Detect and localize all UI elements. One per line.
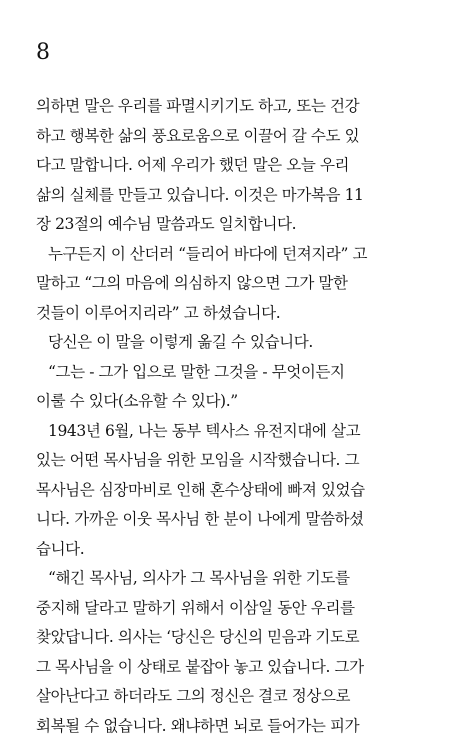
text-line: 목사님은 심장마비로 인해 혼수상태에 빠져 있었습 — [36, 480, 365, 499]
text-line: 의하면 말은 우리를 파멸시키기도 하고, 또는 건강 — [36, 97, 360, 115]
text-line: 장 23절의 예수님 말씀과도 일치합니다. — [36, 215, 297, 233]
page-number: 8 — [36, 40, 50, 65]
text-line: 살아난다고 하더라도 그의 정신은 결코 정상으로 — [36, 687, 351, 705]
text-line: 찾았답니다. 의사는 ‘당신은 당신의 믿음과 기도로 — [36, 628, 360, 646]
text-line: 다고 말합니다. 어제 우리가 했던 말은 오늘 우리 — [36, 156, 350, 174]
text-line: 니다. 가까운 이웃 목사님 한 분이 나에게 말씀하셨 — [36, 510, 364, 528]
text-line: 중지해 달라고 말하기 위해서 이삼일 동안 우리를 — [36, 598, 355, 617]
text-line: 회복될 수 없습니다. 왜냐하면 뇌로 들어가는 피가 — [36, 716, 360, 735]
text-line: 말하고 “그의 마음에 의심하지 않으면 그가 말한 — [36, 274, 348, 292]
text-line: 당신은 이 말을 이렇게 옮길 수 있습니다. — [48, 333, 313, 351]
text-line: 습니다. — [36, 539, 85, 558]
body-text — [36, 92, 438, 741]
text-line: “그는 - 그가 입으로 말한 그것을 - 무엇이든지 — [48, 362, 345, 381]
text-line: 삶의 실체를 만들고 있습니다. 이것은 마가복음 11 — [36, 185, 364, 204]
text-line: 있는 어떤 목사님을 위한 모임을 시작했습니다. 그 — [36, 451, 360, 469]
text-line: 이룰 수 있다(소유할 수 있다).” — [36, 392, 238, 410]
text-line: 하고 행복한 삶의 풍요로움으로 이끌어 갈 수도 있 — [36, 126, 360, 145]
text-line: 누구든지 이 산더러 “들리어 바다에 던져지라” 고 — [48, 244, 368, 263]
text-line: 그 목사님을 이 상태로 붙잡아 놓고 있습니다. 그가 — [36, 657, 364, 676]
text-line: “해긴 목사님, 의사가 그 목사님을 위한 기도를 — [48, 569, 350, 587]
text-line: 것들이 이루어지리라” 고 하셨습니다. — [36, 303, 281, 322]
text-line: 1943년 6월, 나는 동부 텍사스 유전지대에 살고 — [48, 421, 361, 440]
